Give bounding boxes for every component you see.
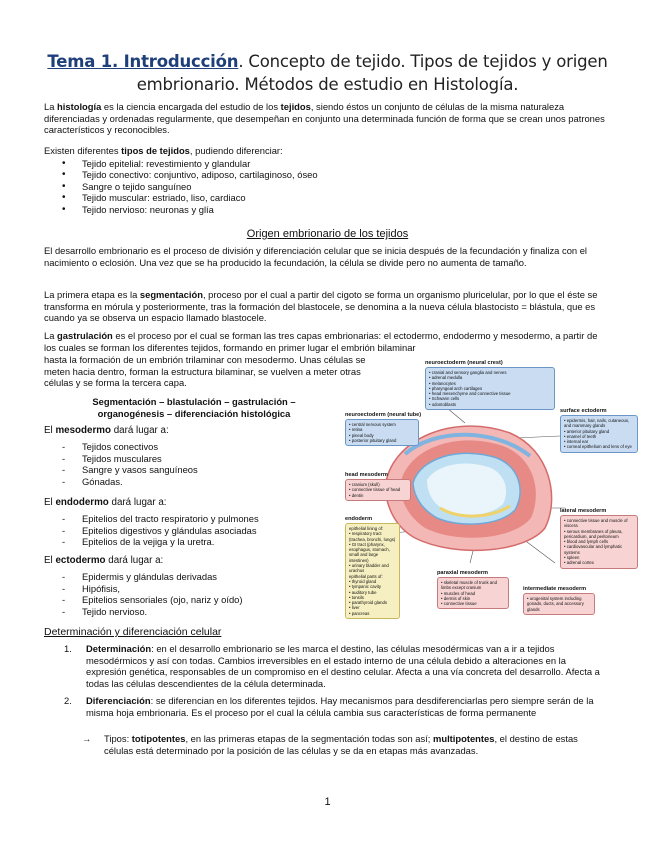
list-item: - Epitelios de la vejiga y la uretra.: [60, 536, 259, 548]
list-item: • Tejido muscular: estriado, liso, cardiaco: [60, 192, 318, 203]
list-item: - Hipófisis,: [60, 583, 243, 595]
embryo-paragraph: El desarrollo embrionario es el proceso de división y diferenciación celular que se inicia después de la fecundación y finaliza con el nacimiento o eclosión. Una vez que se ha producido la fecundación, la célula se divide pero no aumenta de tamaño.: [44, 245, 588, 268]
list-item: - Tejidos musculares: [60, 453, 198, 465]
title-rest: . Concepto de tejido. Tipos de tejidos y origen embrionario. Métodos de estudio en Histología.: [136, 52, 608, 94]
endodermo-list: [60, 513, 259, 548]
label-lateral-mesoderm: lateral mesoderm • connective tissue and muscle of viscera • serous membranes of pleura, pericardium, and peritoneum • blood and lymph cells • cardiovascular and lymphatic systems • spleen • adrenal cortex: [560, 508, 640, 569]
gastrulation-paragraph: La gastrulación es el proceso por el cual se forman las tres capas embrionarias: el ectodermo, endodermo y mesodermo, a partir de los cuales se forman los diferentes tejidos, formando en primer lugar el embrión bilaminar: [44, 330, 598, 353]
title-link[interactable]: Tema 1. Introducción: [47, 52, 239, 71]
arrow-icon: →: [82, 733, 92, 744]
tissue-types-list: [60, 158, 318, 215]
list-item: - Sangre y vasos sanguíneos: [60, 464, 198, 476]
tissue-types-intro: Existen diferentes tipos de tejidos, pudiendo diferenciar:: [44, 145, 283, 156]
mesodermo-list: [60, 441, 198, 487]
list-item: - Epidermis y glándulas derivadas: [60, 571, 243, 583]
differentiation-item: 2. Diferenciación: se diferencian en los diferentes tejidos. Hay mecanismos para desdiferenciarlas pero siempre serán de la misma hoja embrionaria. Es el proceso por el cual la célula cambia sus características de forma permanente: [64, 695, 594, 718]
label-endoderm: endoderm epithelial lining of: • respiratory tract (trachea, bronchi, lungs) • GI tract (pharynx, esophagus, stomach, small and large intestines) • urinary bladder and urachus epithelial parts of: • thyroid gland • tympanic cavity • auditory tube • tonsils • parathyroid glands • liver • pancreas: [345, 516, 400, 619]
ectodermo-intro: El ectodermo dará lugar a:: [44, 555, 164, 566]
list-item: • Sangre o tejido sanguíneo: [60, 181, 318, 192]
list-item: - Tejido nervioso.: [60, 606, 243, 618]
page-number: 1: [324, 796, 331, 808]
determination-item: 1. Determinación: en el desarrollo embrionario se les marca el destino, las células mesodérmicas van a ir a tejidos mesodérmicos y así con todas. Cambios irreversibles en el estado interno de una célula debido a alteraciones en la expresión genética, responsables de un compromiso en el destino celular. Afecta a una vía concreta del desarrollo. Afecta a todas las células descendientes de la célula determinada.: [64, 643, 600, 689]
mesodermo-intro: El mesodermo dará lugar a:: [44, 425, 169, 436]
list-item: - Epitelios digestivos y glándulas asociadas: [60, 525, 259, 537]
label-surface-ectoderm: surface ectoderm • epidermis, hair, nails, cutaneous, and mammary glands • anterior pituitary gland • enamel of teeth • internal ear • corneal epithelium and lens of eye: [560, 408, 640, 453]
label-head-mesoderm: head mesoderm • cranium (skull) • connective tissue of head • dentin: [345, 472, 415, 501]
document-title: [40, 50, 615, 96]
label-neural-crest: neuroectoderm (neural crest) • cranial and sensory ganglia and nerves • adrenal medulla • melanocytes • pharyngeal arch cartilages • head mesenchyme and connective tissue • Schwann cells • odontoblasts: [425, 360, 545, 410]
embryo-layers-diagram: [345, 358, 640, 638]
list-item: • Tejido conectivo: conjuntivo, adiposo, cartilaginoso, óseo: [60, 169, 318, 180]
label-paraxial-mesoderm: paraxial mesoderm • skeletal muscle of trunk and limbs except cranium • muscles of head • dermis of skin • connective tissue: [437, 570, 512, 609]
list-item: - Epitelios del tracto respiratorio y pulmones: [60, 513, 259, 525]
list-item: • Tejido epitelial: revestimiento y glandular: [60, 158, 318, 169]
ectodermo-list: [60, 571, 243, 617]
label-neural-tube: neuroectoderm (neural tube) • central nervous system • retina • pineal body • posterior pituitary gland: [345, 412, 425, 446]
segmentation-paragraph: La primera etapa es la segmentación, proceso por el cual a partir del cigoto se forma un organismo pluricelular, por lo que el éste se transforma en mórula y posteriormente, tras la formación del blastocele, se denomina a la nueva célula blastocisto = blástula, que es cuando ya se observa un espacio llamado blastocele.: [44, 289, 598, 324]
list-item: - Tejidos conectivos: [60, 441, 198, 453]
list-item: • Tejido nervioso: neuronas y glía: [60, 204, 318, 215]
list-item: - Epitelios sensoriales (ojo, nariz y oído): [60, 594, 243, 606]
label-intermediate-mesoderm: intermediate mesoderm • urogenital system including gonads, ducts, and accessory glands: [523, 586, 598, 615]
gastrulation-continuation: hasta la formación de un embrión trilaminar con mesodermo. Unas células se meten hacia dentro, forman la estructura bilaminar, se vuelven a meter otras células y se forma la tercera capa.: [44, 354, 366, 389]
list-item: - Gónadas.: [60, 476, 198, 488]
section-heading-determination: Determinación y diferenciación celular: [44, 626, 222, 638]
intro-paragraph: La histología es la ciencia encargada del estudio de los tejidos, siendo éstos un conjunto de células de la misma naturaleza diferenciadas y ordenadas regularmente, que desempeñan en conjunto una determinada función de forma que se crean unos patrones característicos y reconocibles.: [44, 101, 605, 136]
potency-types: → Tipos: totipotentes, en las primeras etapas de la segmentación todas son así; multipotentes, el destino de estas células está determinado por la posición de las células y se da en etapas más avanzadas.: [82, 733, 578, 756]
endodermo-intro: El endodermo dará lugar a:: [44, 497, 167, 508]
section-heading-origin: Origen embrionario de los tejidos: [246, 228, 409, 240]
stages-sequence: Segmentación – blastulación – gastrulación – organogénesis – diferenciación histológica: [92, 396, 296, 419]
